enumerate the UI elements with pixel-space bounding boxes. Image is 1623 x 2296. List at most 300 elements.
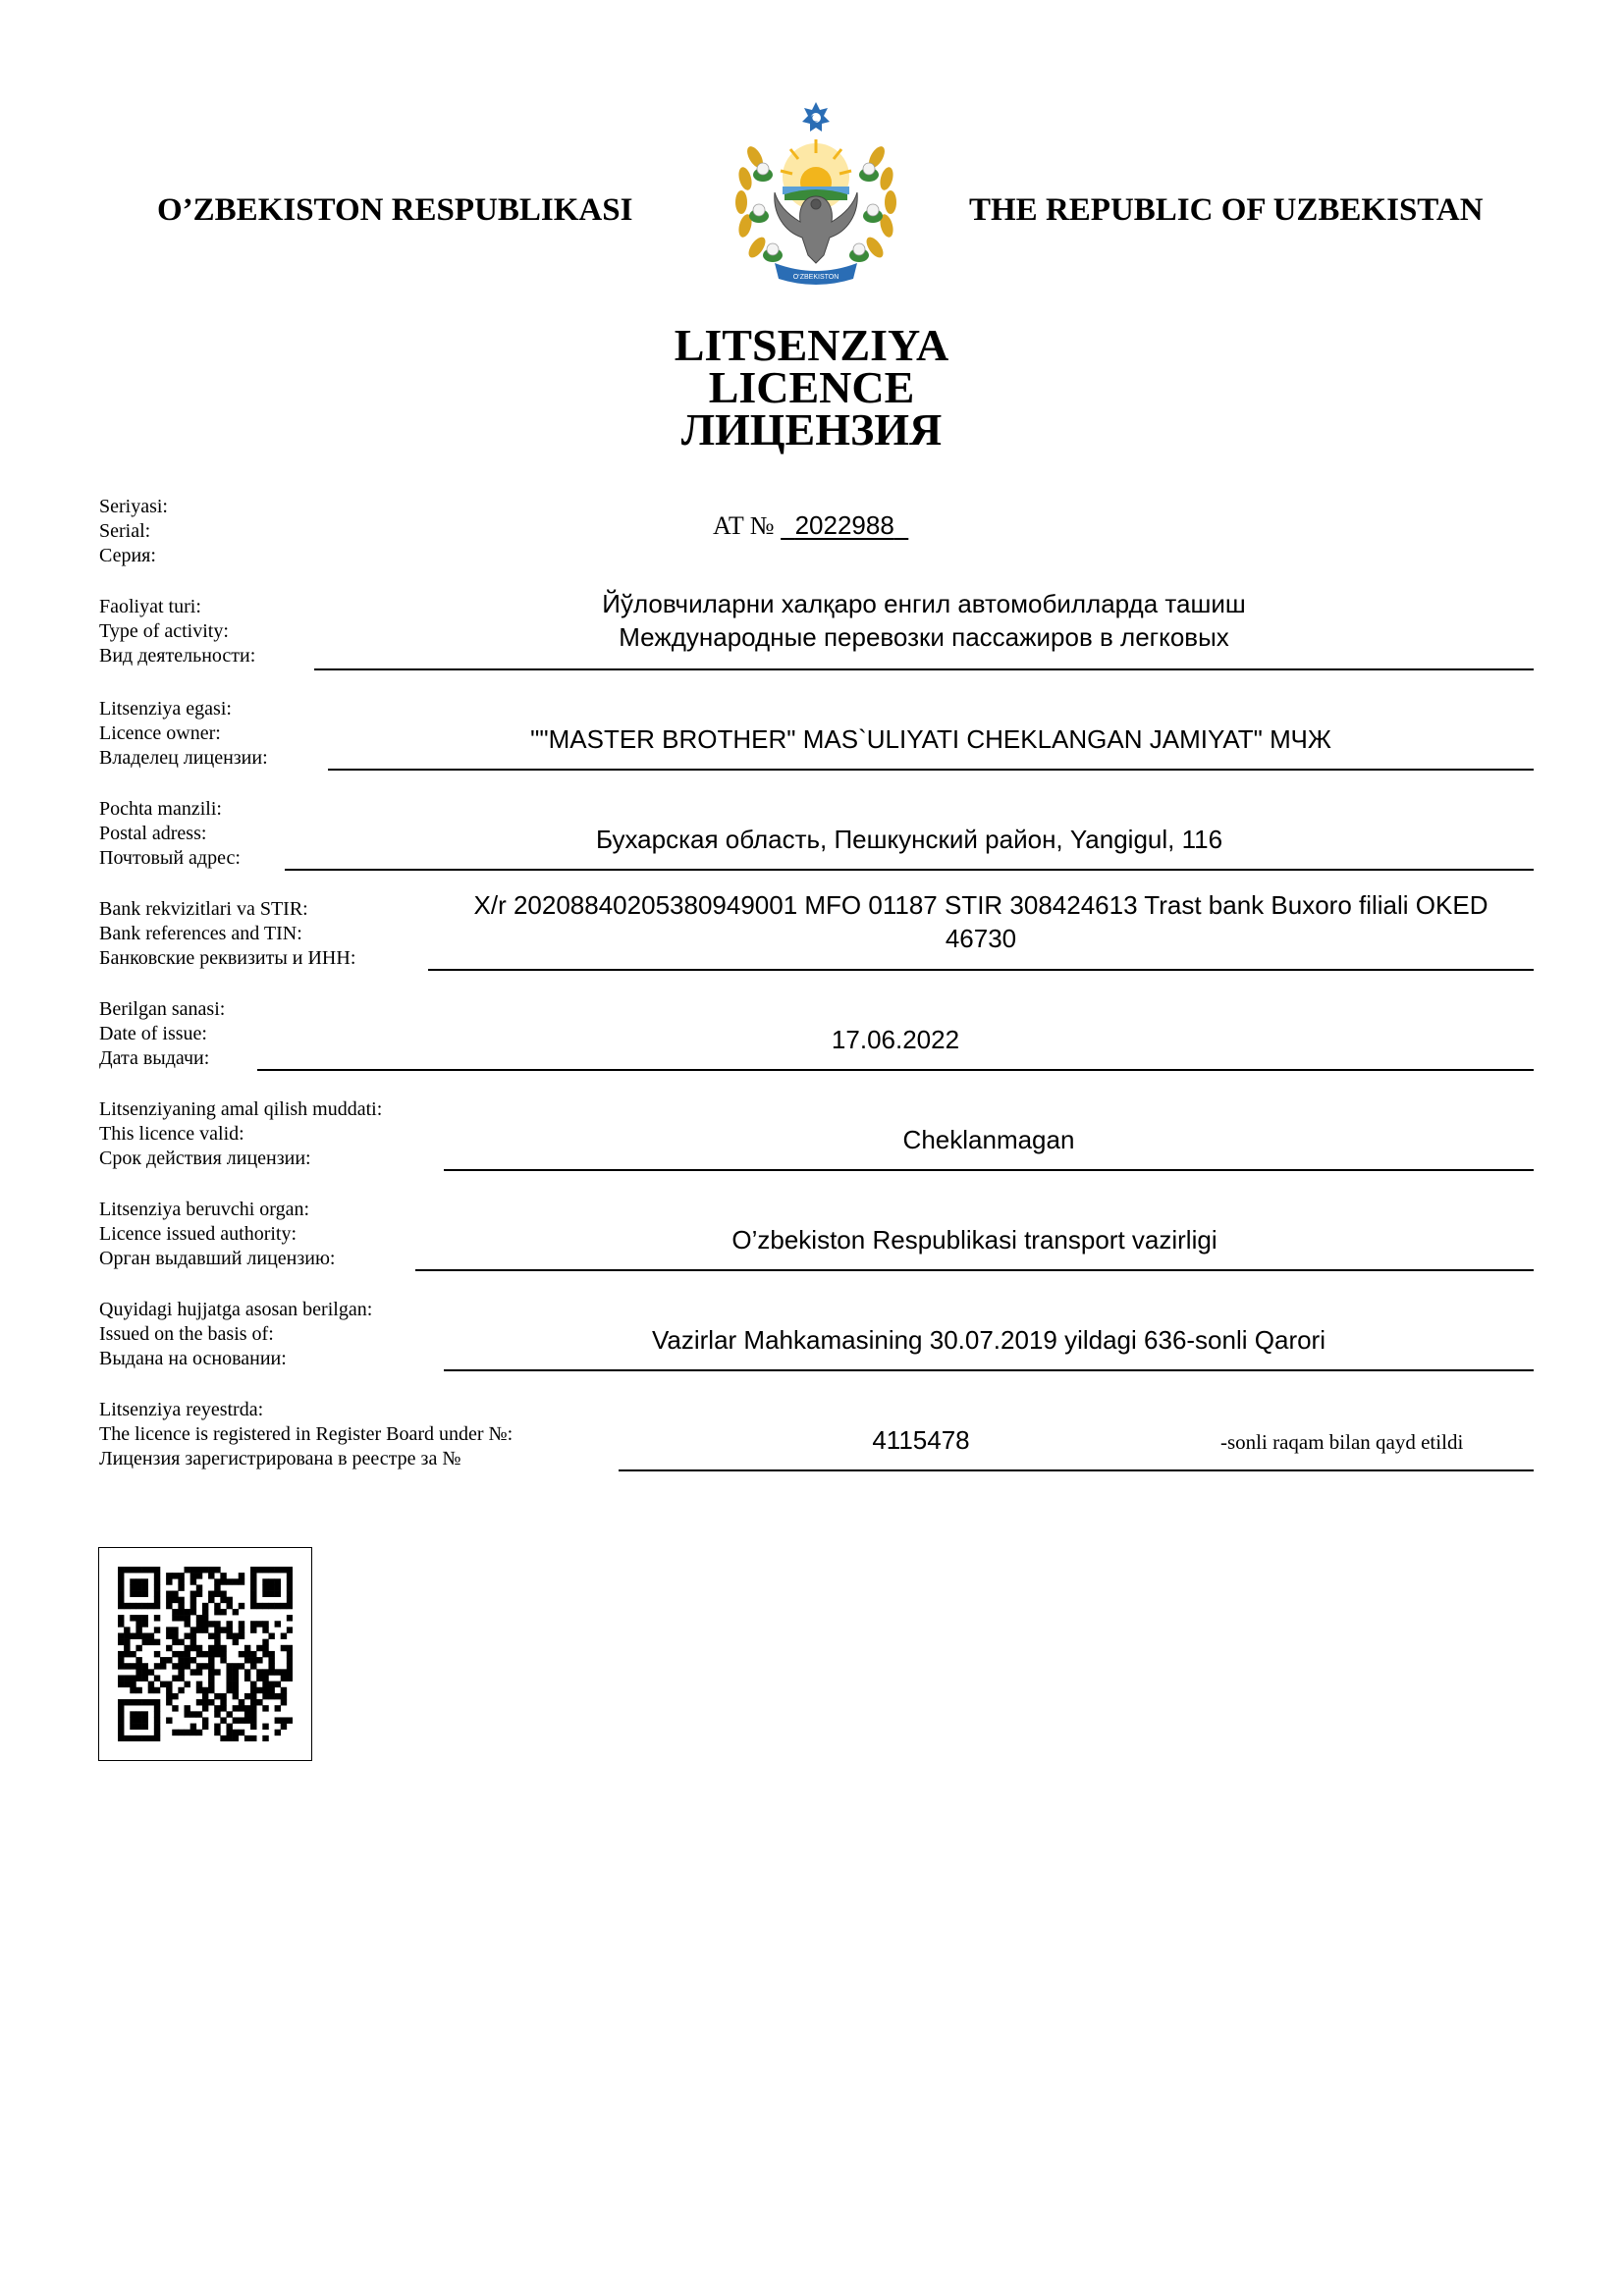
- qr-module: [190, 1657, 196, 1663]
- qr-module: [185, 1682, 190, 1687]
- qr-module: [118, 1584, 124, 1590]
- qr-module: [154, 1717, 160, 1723]
- qr-module: [185, 1705, 190, 1711]
- qr-module: [196, 1699, 202, 1705]
- qr-module: [214, 1633, 220, 1639]
- qr-module: [220, 1651, 226, 1657]
- validity-underline: [444, 1169, 1534, 1171]
- qr-module: [220, 1609, 226, 1615]
- qr-module: [256, 1675, 262, 1681]
- qr-module: [154, 1627, 160, 1632]
- qr-module: [262, 1693, 268, 1699]
- qr-module: [130, 1578, 135, 1584]
- bank-label-ru: Банковские реквизиты и ИНН:: [99, 947, 356, 969]
- qr-module: [190, 1669, 196, 1675]
- qr-module: [196, 1645, 202, 1651]
- qr-module: [250, 1621, 256, 1627]
- issue-date-value: 17.06.2022: [831, 1025, 960, 1054]
- qr-module: [268, 1633, 274, 1639]
- activity-label-en: Type of activity:: [99, 620, 229, 642]
- qr-module: [142, 1663, 148, 1669]
- qr-module: [250, 1663, 256, 1669]
- qr-module: [244, 1675, 250, 1681]
- qr-module: [185, 1633, 190, 1639]
- qr-module: [124, 1682, 130, 1687]
- qr-module: [287, 1651, 293, 1657]
- qr-module: [239, 1730, 244, 1735]
- qr-module: [202, 1627, 208, 1632]
- qr-module: [268, 1567, 274, 1573]
- qr-module: [208, 1597, 214, 1603]
- qr-module: [154, 1639, 160, 1645]
- qr-module: [262, 1724, 268, 1730]
- qr-module: [202, 1724, 208, 1730]
- basis-label-en: Issued on the basis of:: [99, 1323, 274, 1345]
- qr-module: [220, 1717, 226, 1723]
- qr-module: [172, 1639, 178, 1645]
- qr-module: [154, 1663, 160, 1669]
- qr-module: [287, 1597, 293, 1603]
- qr-module: [124, 1651, 130, 1657]
- registry-value: 4115478: [872, 1425, 970, 1455]
- basis-label-ru: Выдана на основании:: [99, 1348, 287, 1369]
- qr-module: [202, 1603, 208, 1609]
- qr-module: [275, 1669, 281, 1675]
- qr-module: [262, 1584, 268, 1590]
- qr-module: [185, 1651, 190, 1657]
- qr-module: [154, 1724, 160, 1730]
- qr-module: [124, 1735, 130, 1741]
- qr-module: [124, 1645, 130, 1651]
- qr-module: [178, 1609, 184, 1615]
- qr-module: [208, 1633, 214, 1639]
- qr-module: [275, 1603, 281, 1609]
- postal-underline: [285, 869, 1534, 871]
- qr-module: [196, 1591, 202, 1597]
- qr-module: [202, 1687, 208, 1693]
- qr-module: [185, 1609, 190, 1615]
- qr-module: [130, 1663, 135, 1669]
- postal-label-en: Postal adress:: [99, 823, 207, 844]
- qr-module: [226, 1621, 232, 1627]
- owner-label-uz: Litsenziya egasi:: [99, 698, 232, 720]
- qr-module: [244, 1705, 250, 1711]
- qr-module: [190, 1730, 196, 1735]
- qr-module: [275, 1705, 281, 1711]
- qr-module: [214, 1603, 220, 1609]
- emblem-bird-icon: [775, 192, 857, 263]
- qr-module: [190, 1645, 196, 1651]
- qr-module: [118, 1699, 124, 1705]
- qr-module: [262, 1567, 268, 1573]
- qr-module: [208, 1669, 214, 1675]
- qr-module: [185, 1567, 190, 1573]
- qr-module: [172, 1591, 178, 1597]
- basis-label-uz: Quyidagi hujjatga asosan berilgan:: [99, 1299, 373, 1320]
- qr-module: [166, 1591, 172, 1597]
- qr-module: [233, 1675, 239, 1681]
- qr-module: [275, 1621, 281, 1627]
- qr-module: [275, 1693, 281, 1699]
- bank-labels: [99, 897, 355, 971]
- qr-module: [250, 1724, 256, 1730]
- qr-module: [214, 1639, 220, 1645]
- activity-label-uz: Faoliyat turi:: [99, 596, 201, 617]
- qr-module: [226, 1687, 232, 1693]
- qr-module: [208, 1699, 214, 1705]
- qr-module: [226, 1735, 232, 1741]
- qr-module: [118, 1615, 124, 1621]
- qr-module: [287, 1657, 293, 1663]
- authority-value: O’zbekiston Respublikasi transport vazirligi: [731, 1225, 1217, 1255]
- qr-module: [196, 1663, 202, 1669]
- qr-module: [226, 1724, 232, 1730]
- qr-module: [148, 1682, 154, 1687]
- qr-module: [154, 1567, 160, 1573]
- qr-module: [233, 1639, 239, 1645]
- qr-module: [233, 1578, 239, 1584]
- qr-module: [154, 1603, 160, 1609]
- activity-value-line1: Йўловчиларни халқаро енгил автомобилларда ташиш: [602, 589, 1246, 618]
- qr-module: [172, 1675, 178, 1681]
- qr-module: [124, 1675, 130, 1681]
- qr-module: [135, 1578, 141, 1584]
- qr-module: [268, 1603, 274, 1609]
- qr-module: [233, 1669, 239, 1675]
- qr-module: [148, 1567, 154, 1573]
- qr-module: [154, 1651, 160, 1657]
- qr-module: [178, 1578, 184, 1584]
- qr-module: [244, 1711, 250, 1717]
- qr-module: [135, 1724, 141, 1730]
- qr-module: [118, 1597, 124, 1603]
- qr-module: [172, 1627, 178, 1632]
- qr-module: [118, 1621, 124, 1627]
- qr-module: [185, 1657, 190, 1663]
- activity-labels: [99, 595, 255, 668]
- qr-module: [244, 1717, 250, 1723]
- qr-module: [268, 1657, 274, 1663]
- qr-module: [196, 1669, 202, 1675]
- qr-module: [196, 1711, 202, 1717]
- bank-label-uz: Bank rekvizitlari va STIR:: [99, 898, 308, 920]
- serial-prefix: AT №: [713, 511, 775, 540]
- qr-module: [196, 1687, 202, 1693]
- qr-module: [208, 1687, 214, 1693]
- qr-module: [226, 1627, 232, 1632]
- qr-module: [281, 1603, 287, 1609]
- qr-module: [268, 1578, 274, 1584]
- qr-module: [135, 1633, 141, 1639]
- qr-module: [178, 1675, 184, 1681]
- qr-module: [135, 1675, 141, 1681]
- qr-module: [118, 1578, 124, 1584]
- qr-module: [190, 1573, 196, 1578]
- postal-labels: [99, 797, 241, 871]
- qr-module: [135, 1603, 141, 1609]
- serial-label-ru: Серия:: [99, 545, 156, 566]
- qr-module: [166, 1633, 172, 1639]
- qr-module: [178, 1615, 184, 1621]
- activity-underline: [314, 668, 1534, 670]
- qr-module: [135, 1711, 141, 1717]
- qr-module: [208, 1645, 214, 1651]
- qr-module: [190, 1578, 196, 1584]
- qr-module: [202, 1699, 208, 1705]
- qr-module: [275, 1584, 281, 1590]
- qr-module: [148, 1639, 154, 1645]
- title-line-ru: ЛИЦЕНЗИЯ: [680, 404, 943, 454]
- qr-module: [135, 1591, 141, 1597]
- qr-module: [244, 1735, 250, 1741]
- qr-module: [172, 1730, 178, 1735]
- qr-module: [239, 1633, 244, 1639]
- qr-module: [250, 1627, 256, 1632]
- qr-module: [166, 1657, 172, 1663]
- qr-module: [220, 1693, 226, 1699]
- qr-module: [130, 1584, 135, 1590]
- qr-module: [281, 1699, 287, 1705]
- qr-module: [142, 1711, 148, 1717]
- qr-module: [262, 1675, 268, 1681]
- qr-module: [233, 1735, 239, 1741]
- qr-module: [239, 1699, 244, 1705]
- qr-module: [154, 1699, 160, 1705]
- state-emblem: [720, 98, 912, 300]
- basis-underline: [444, 1369, 1534, 1371]
- issue-date-labels: [99, 997, 225, 1071]
- qr-module: [172, 1663, 178, 1669]
- qr-module: [190, 1567, 196, 1573]
- qr-module: [154, 1711, 160, 1717]
- qr-module: [287, 1578, 293, 1584]
- svg-text:O‘ZBEKISTON: O‘ZBEKISTON: [792, 274, 839, 281]
- qr-module: [214, 1609, 220, 1615]
- qr-module: [268, 1669, 274, 1675]
- qr-module: [226, 1682, 232, 1687]
- qr-module: [233, 1633, 239, 1639]
- qr-module: [233, 1609, 239, 1615]
- qr-module: [130, 1687, 135, 1693]
- qr-module: [118, 1591, 124, 1597]
- qr-module: [268, 1591, 274, 1597]
- qr-module: [148, 1735, 154, 1741]
- qr-module: [178, 1669, 184, 1675]
- qr-module: [281, 1669, 287, 1675]
- qr-module: [250, 1717, 256, 1723]
- title-line-uz: LITSENZIYA: [674, 320, 949, 370]
- qr-module: [166, 1717, 172, 1723]
- qr-module: [214, 1669, 220, 1675]
- basis-value: Vazirlar Mahkamasining 30.07.2019 yildagi 636-sonli Qarori: [652, 1325, 1325, 1355]
- qr-module: [250, 1584, 256, 1590]
- qr-module: [142, 1735, 148, 1741]
- qr-module: [214, 1651, 220, 1657]
- qr-module: [160, 1657, 166, 1663]
- qr-module: [250, 1567, 256, 1573]
- qr-module: [154, 1735, 160, 1741]
- qr-module: [233, 1717, 239, 1723]
- qr-module: [135, 1645, 141, 1651]
- qr-module: [178, 1687, 184, 1693]
- qr-module: [220, 1735, 226, 1741]
- qr-module: [262, 1645, 268, 1651]
- bank-value-line1: Х/r 20208840205380949001 MFO 01187 STIR 308424613 Trast bank Buxoro filiali OKED: [473, 890, 1488, 920]
- qr-module: [250, 1682, 256, 1687]
- qr-module: [148, 1687, 154, 1693]
- qr-module: [244, 1651, 250, 1657]
- qr-module: [135, 1615, 141, 1621]
- qr-module: [166, 1693, 172, 1699]
- qr-module: [275, 1591, 281, 1597]
- qr-module: [135, 1687, 141, 1693]
- qr-module: [281, 1645, 287, 1651]
- qr-module: [118, 1651, 124, 1657]
- emblem-star-icon: [802, 102, 830, 132]
- owner-labels: [99, 697, 268, 771]
- qr-module: [202, 1615, 208, 1621]
- qr-module: [130, 1735, 135, 1741]
- qr-module: [208, 1682, 214, 1687]
- qr-module: [262, 1705, 268, 1711]
- qr-module: [190, 1597, 196, 1603]
- qr-module: [275, 1717, 281, 1723]
- qr-module: [118, 1711, 124, 1717]
- bank-label-en: Bank references and TIN:: [99, 923, 302, 944]
- qr-module: [166, 1699, 172, 1705]
- qr-module: [226, 1675, 232, 1681]
- qr-module: [233, 1687, 239, 1693]
- qr-module: [185, 1645, 190, 1651]
- qr-module: [178, 1603, 184, 1609]
- registry-suffix: -sonli raqam bilan qayd etildi: [1220, 1430, 1464, 1454]
- qr-module: [178, 1573, 184, 1578]
- qr-module: [118, 1633, 124, 1639]
- qr-module: [172, 1615, 178, 1621]
- qr-module: [275, 1567, 281, 1573]
- authority-labels: [99, 1198, 335, 1271]
- qr-module: [287, 1627, 293, 1632]
- qr-module: [185, 1621, 190, 1627]
- qr-module: [202, 1693, 208, 1699]
- qr-module: [148, 1633, 154, 1639]
- qr-module: [142, 1591, 148, 1597]
- qr-module: [154, 1597, 160, 1603]
- qr-module: [220, 1705, 226, 1711]
- qr-module: [214, 1584, 220, 1590]
- serial-label-en: Serial:: [99, 520, 151, 542]
- qr-module: [154, 1578, 160, 1584]
- qr-module: [262, 1627, 268, 1632]
- qr-module: [208, 1591, 214, 1597]
- qr-module: [226, 1633, 232, 1639]
- qr-module: [124, 1627, 130, 1632]
- qr-module: [214, 1730, 220, 1735]
- qr-module: [148, 1603, 154, 1609]
- qr-module: [287, 1567, 293, 1573]
- qr-module: [142, 1639, 148, 1645]
- qr-module: [239, 1603, 244, 1609]
- qr-module: [214, 1711, 220, 1717]
- qr-module: [160, 1663, 166, 1669]
- title-line-en: LICENCE: [708, 362, 915, 412]
- qr-module: [172, 1633, 178, 1639]
- qr-module: [135, 1621, 141, 1627]
- qr-module: [281, 1687, 287, 1693]
- qr-module: [196, 1573, 202, 1578]
- qr-module: [208, 1675, 214, 1681]
- qr-module: [287, 1603, 293, 1609]
- postal-label-ru: Почтовый адрес:: [99, 847, 241, 869]
- qr-module: [233, 1682, 239, 1687]
- qr-module: [268, 1687, 274, 1693]
- qr-module: [142, 1675, 148, 1681]
- qr-module: [250, 1651, 256, 1657]
- activity-label-ru: Вид деятельности:: [99, 645, 256, 667]
- qr-module: [244, 1657, 250, 1663]
- qr-module: [250, 1573, 256, 1578]
- qr-module: [275, 1578, 281, 1584]
- qr-module: [226, 1663, 232, 1669]
- qr-module: [268, 1651, 274, 1657]
- qr-module: [268, 1682, 274, 1687]
- qr-module: [166, 1627, 172, 1632]
- qr-module: [233, 1663, 239, 1669]
- authority-label-uz: Litsenziya beruvchi organ:: [99, 1199, 310, 1220]
- issue-date-label-en: Date of issue:: [99, 1023, 207, 1044]
- qr-module: [190, 1609, 196, 1615]
- qr-module: [185, 1730, 190, 1735]
- registry-label-uz: Litsenziya reyestrda:: [99, 1399, 264, 1420]
- bank-underline: [428, 969, 1534, 971]
- qr-module: [124, 1633, 130, 1639]
- qr-module: [214, 1578, 220, 1584]
- issue-date-underline: [257, 1069, 1534, 1071]
- qr-module: [214, 1724, 220, 1730]
- qr-module: [281, 1724, 287, 1730]
- qr-module: [166, 1682, 172, 1687]
- qr-module: [281, 1693, 287, 1699]
- qr-module: [250, 1603, 256, 1609]
- qr-module: [226, 1730, 232, 1735]
- qr-module: [142, 1603, 148, 1609]
- qr-module: [118, 1705, 124, 1711]
- qr-module: [214, 1645, 220, 1651]
- qr-module: [142, 1578, 148, 1584]
- qr-module: [190, 1633, 196, 1639]
- qr-module: [196, 1584, 202, 1590]
- qr-module: [130, 1699, 135, 1705]
- header-left-title: O’ZBEKISTON RESPUBLIKASI: [157, 192, 633, 228]
- qr-module: [262, 1687, 268, 1693]
- qr-module: [118, 1675, 124, 1681]
- qr-module: [220, 1627, 226, 1632]
- qr-module: [130, 1682, 135, 1687]
- qr-module: [250, 1578, 256, 1584]
- authority-label-en: Licence issued authority:: [99, 1223, 298, 1245]
- qr-module: [142, 1724, 148, 1730]
- qr-module: [208, 1663, 214, 1669]
- qr-module: [154, 1730, 160, 1735]
- qr-module: [130, 1717, 135, 1723]
- owner-label-en: Licence owner:: [99, 722, 221, 744]
- qr-module: [172, 1573, 178, 1578]
- owner-underline: [328, 769, 1534, 771]
- qr-module: [196, 1567, 202, 1573]
- qr-module: [178, 1651, 184, 1657]
- qr-module: [214, 1567, 220, 1573]
- qr-module: [142, 1615, 148, 1621]
